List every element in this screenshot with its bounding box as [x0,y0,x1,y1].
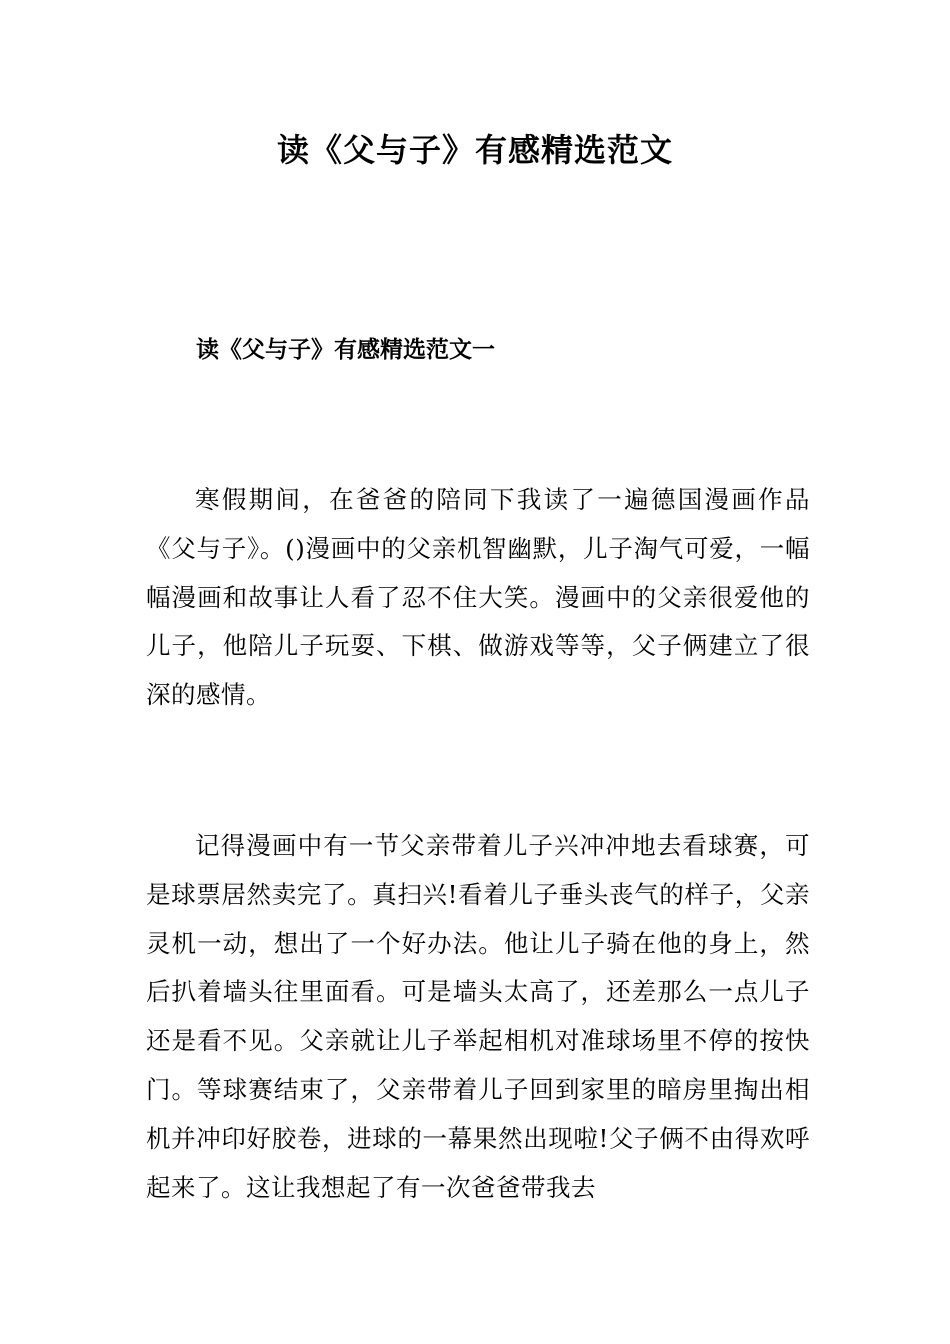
document-title: 读《父与子》有感精选范文 [276,131,673,169]
body-paragraph-2: 记得漫画中有一节父亲带着儿子兴冲冲地去看球赛，可是球票居然卖完了。真扫兴!看着儿子垂头丧气的样子，父亲灵机一动，想出了一个好办法。他让儿子骑在他的身上，然后扒着墙头往里面看。可是墙头太高了，还差那么一点儿子还是看不见。父亲就让儿子举起相机对准球场里不停的按快门。等球赛结束了，父亲带着儿子回到家里的暗房里掏出相机并冲印好胶卷，进球的一幕果然出现啦!父子俩不由得欢呼起来了。这让我想起了有一次爸爸带我去 [146,831,810,1202]
body-paragraph-1: 寒假期间，在爸爸的陪同下我读了一遍德国漫画作品《父与子》。()漫画中的父亲机智幽默，儿子淘气可爱，一幅幅漫画和故事让人看了忍不住大笑。漫画中的父亲很爱他的儿子，他陪儿子玩耍、下棋、做游戏等等，父子俩建立了很深的感情。 [146,485,810,710]
section-heading: 读《父与子》有感精选范文一 [196,336,495,363]
